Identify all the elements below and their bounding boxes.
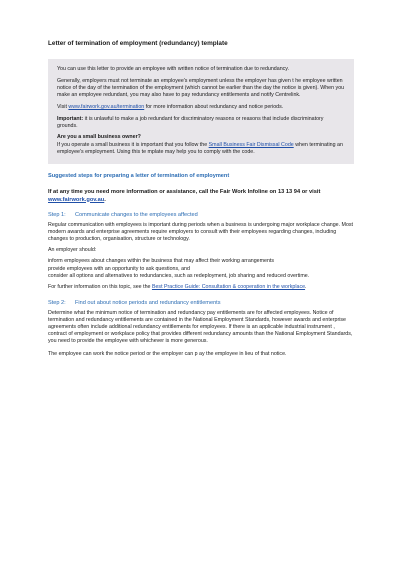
small-business-paragraph	[57, 142, 345, 156]
visit-prefix: Visit	[57, 103, 69, 110]
best-practice-guide-link[interactable]: Best Practice Guide: Consultation & cooperation in the workplace	[151, 283, 306, 290]
infoline-paragraph	[48, 189, 354, 204]
small-biz-suffix: when terminating an employee's employment. Using this te mplate may help you to comply with the code.	[57, 141, 343, 155]
info-paragraph: You can use this letter to provide an employee with written notice of termination due to redundancy.	[57, 66, 290, 72]
info-box	[48, 59, 354, 164]
step2-heading	[48, 300, 354, 307]
small-business-code-link[interactable]: Small Business Fair Dismissal Code	[208, 141, 294, 148]
document-title: Letter of termination of employment (redundancy) template	[48, 40, 228, 47]
infoline-end: .	[104, 196, 106, 203]
step2-paragraph: Determine what the minimum notice of termination and redundancy pay entitlements are for affected employees. Notice of termination and redundancy entitlements are contained in the National Employment Standards, however awards and enterprise agreements often include additional redundancy entitlements for employees. If there is an applicable industrial instrument , contract of employment or workplace policy that provides different redundancy amounts than the National Employment Standards, you need to provide the employee with whichever is more generous.	[48, 309, 353, 345]
infoline-text: If at any time you need more information or assistance, call the Fair Work Infoline on 13 13 94 or visit	[48, 189, 321, 196]
important-label: Important:	[57, 115, 84, 122]
small-biz-prefix: If you operate a small business it is important that you follow the	[57, 141, 209, 148]
document-page	[48, 40, 354, 362]
step1-title: Communicate changes to the employees affected	[75, 212, 198, 219]
step1-paragraph: Regular communication with employees is important during periods when a business is undergoing major workplace change. Most modern awards and enterprise agreements require employers to consult with their employees regarding changes, including changes to production, organisation, structure or technology.	[48, 222, 354, 243]
step1-bullet: provide employees with an opportunity to ask questions, and	[48, 265, 190, 272]
step2-paragraph: The employee can work the notice period or the employer can p ay the employee in lieu of that notice.	[48, 351, 287, 358]
step2-title: Find out about notice periods and redundancy entitlements	[75, 299, 221, 306]
important-text: it is unlawful to make a job redundant for discriminatory reasons or reasons that include discriminatory grounds.	[57, 115, 324, 129]
info-paragraph-visit	[57, 104, 345, 111]
steps-title: Suggested steps for preparing a letter of termination of employment	[48, 173, 230, 180]
fairwork-link[interactable]: www.fairwork.gov.au	[48, 196, 105, 203]
step1-number: Step 1:	[48, 212, 66, 219]
further-info-prefix: For further information on this topic, see the	[48, 283, 152, 290]
step1-bullet: consider all options and alternatives to redundancies, such as redeployment, job sharing and reduced overtime.	[48, 272, 310, 279]
step1-paragraph: An employer should:	[48, 247, 97, 254]
further-info-suffix: .	[305, 283, 307, 290]
important-paragraph	[57, 116, 345, 130]
step2-number: Step 2:	[48, 299, 66, 306]
visit-suffix: for more information about redundancy and notice periods.	[144, 103, 284, 110]
step1-heading	[48, 212, 354, 219]
small-business-heading: Are you a small business owner?	[57, 134, 141, 141]
fairwork-termination-link[interactable]: www.fairwork.gov.au/termination	[68, 103, 145, 110]
step1-bullet: inform employees about changes within the business that may affect their working arrangements	[48, 258, 275, 265]
info-paragraph: Generally, employers must not terminate an employee's employment unless the employer has given t he employee written notice of the day of the termination of the employment (which cannot be earlier than the day the notice is given). When you make an employee redundant, you may also have to pay redundancy entitlements and notify Centrelink.	[57, 77, 345, 99]
step1-further-info	[48, 284, 354, 291]
